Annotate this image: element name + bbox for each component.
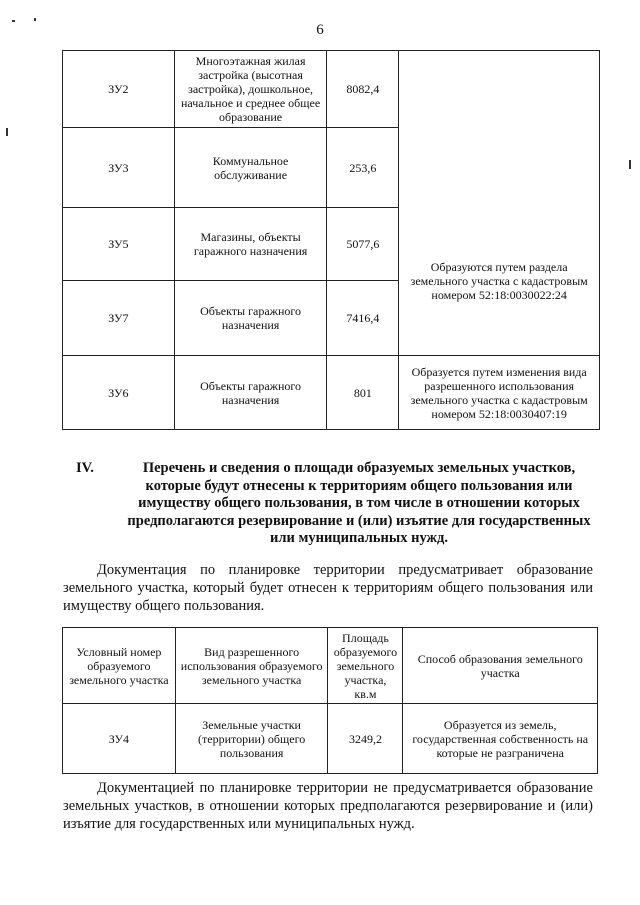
area-cell: 5077,6: [327, 208, 399, 281]
permitted-use-cell: Коммунальное обслуживание: [174, 128, 327, 208]
plot-id-cell: ЗУ3: [63, 128, 175, 208]
scan-mark: [629, 160, 631, 169]
paragraph: Документацией по планировке территории не предусматривается образование земельных участков, в отношении которых предполагаются резервирование и (или) изъятие для государственных или муниципальных нужд.: [63, 780, 593, 832]
formation-method-cell: Образуется из земель, государственная собственность на которые не разграничена: [403, 704, 598, 774]
table-header-row: [63, 628, 598, 704]
plot-id-cell: ЗУ6: [63, 356, 175, 430]
paragraph: Документация по планировке территории предусматривает образование земельного участка, который будет отнесен к территориям общего пользования или имуществу общего пользования.: [63, 562, 593, 614]
plot-id-cell: ЗУ5: [63, 208, 175, 281]
column-header: Способ образования земельного участка: [403, 628, 598, 704]
method-cell-empty: [399, 51, 600, 208]
permitted-use-cell: Объекты гаражного назначения: [174, 356, 327, 430]
area-cell: 801: [327, 356, 399, 430]
section-heading: [76, 460, 596, 548]
area-cell: 7416,4: [327, 281, 399, 356]
table-row: [63, 704, 598, 774]
plot-id-cell: ЗУ4: [63, 704, 176, 774]
permitted-use-cell: Объекты гаражного назначения: [174, 281, 327, 356]
table-row: [63, 51, 600, 128]
permitted-use-cell: Земельные участки (территории) общего пользования: [175, 704, 328, 774]
formation-method-cell: Образуется путем изменения вида разрешенного использования земельного участка с кадастровым номером 52:18:0030407:19: [399, 356, 600, 430]
section-title: Перечень и сведения о площади образуемых земельных участков, которые будут отнесены к территориям общего пользования или имуществу общего пользования, в том числе в отношении которых предполагаются резервирование и (или) изъятие для государственных или муниципальных нужд.: [127, 460, 591, 546]
column-header: Площадь образуемого земельного участка, кв.м: [328, 628, 403, 704]
scan-mark: [6, 128, 8, 136]
table-row: [63, 356, 600, 430]
permitted-use-cell: Магазины, объекты гаражного назначения: [174, 208, 327, 281]
page-number: 6: [316, 22, 324, 38]
scan-mark: [34, 18, 36, 21]
area-cell: 3249,2: [328, 704, 403, 774]
land-plots-table: [62, 50, 600, 430]
permitted-use-cell: Многоэтажная жилая застройка (высотная застройка), дошкольное, начальное и среднее общее образование: [174, 51, 327, 128]
area-cell: 8082,4: [327, 51, 399, 128]
column-header: Вид разрешенного использования образуемого земельного участка: [175, 628, 328, 704]
section-number: IV.: [76, 460, 94, 476]
area-cell: 253,6: [327, 128, 399, 208]
plot-id-cell: ЗУ7: [63, 281, 175, 356]
formation-method-cell: Образуются путем раздела земельного участка с кадастровым номером 52:18:0030022:24: [399, 208, 600, 356]
table-row: [63, 208, 600, 281]
plot-id-cell: ЗУ2: [63, 51, 175, 128]
public-use-plot-table: [62, 627, 598, 774]
column-header: Условный номер образуемого земельного участка: [63, 628, 176, 704]
